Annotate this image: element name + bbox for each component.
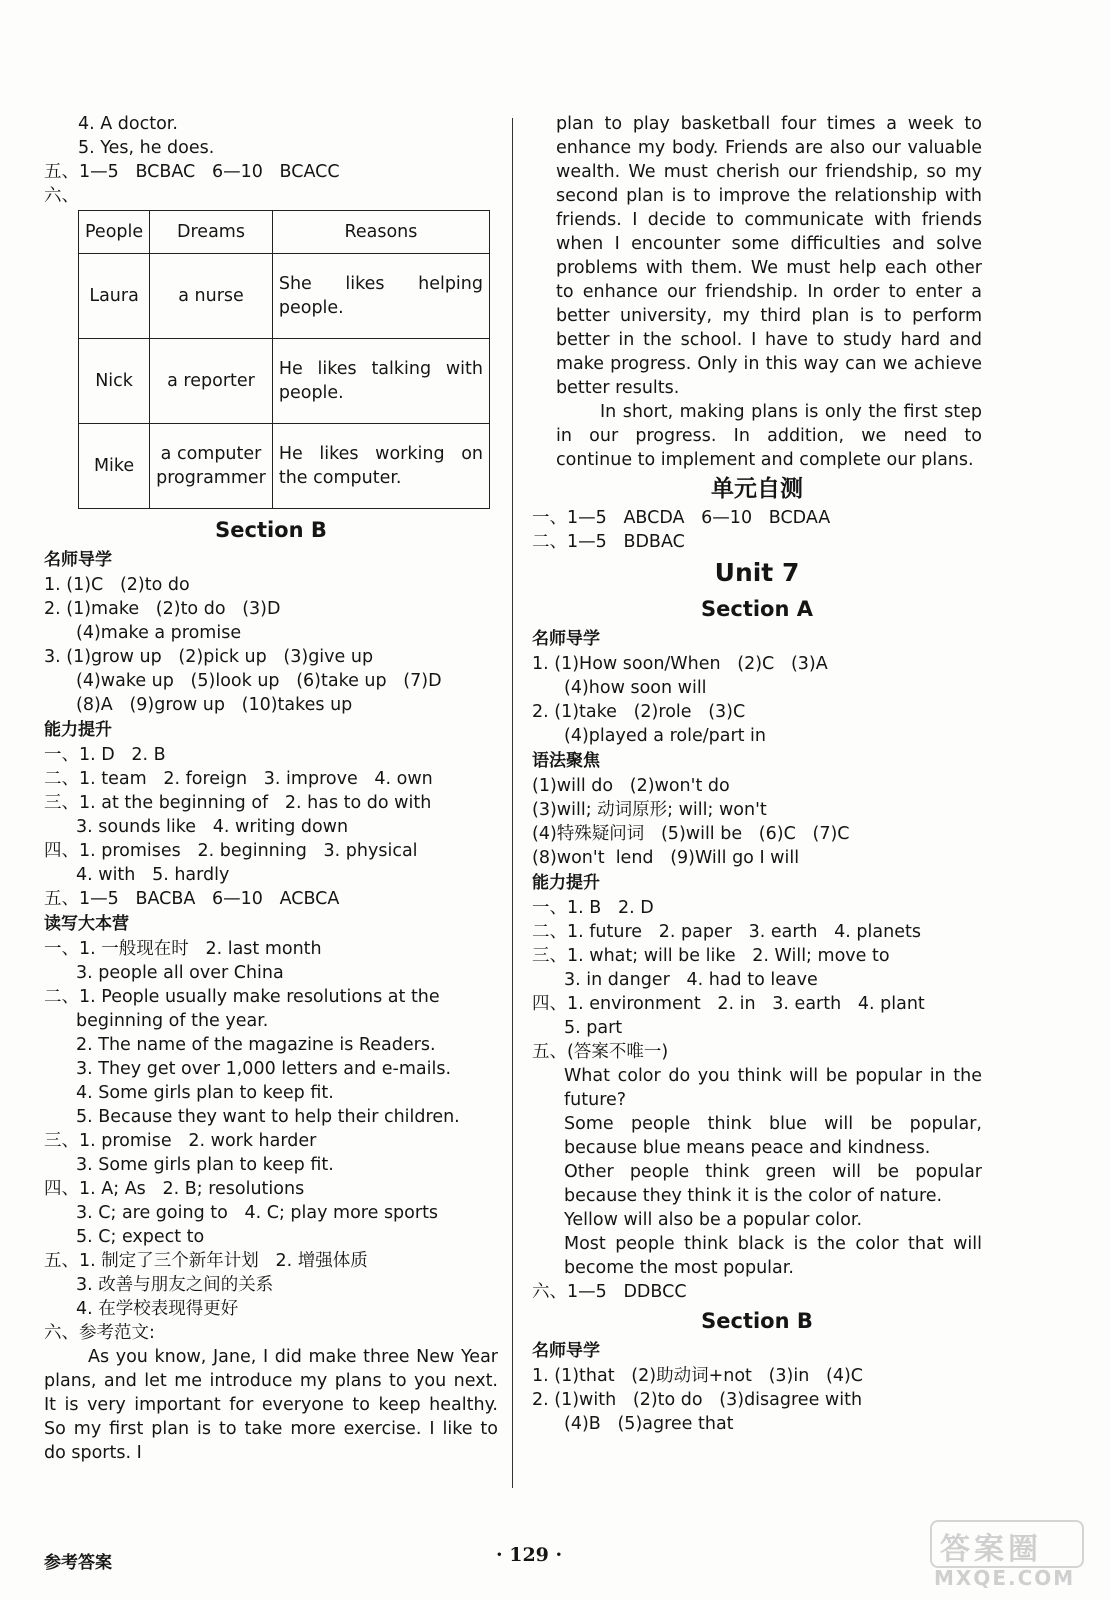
subsection-heading: 名师导学 <box>532 629 600 649</box>
answer-line: 一、1. B 2. D <box>532 898 654 918</box>
answer-line: 1. (1)C (2)to do <box>44 575 190 595</box>
table-row <box>79 424 490 509</box>
answer-line: 4. A doctor. <box>78 114 178 134</box>
table-cell: He likes working on the computer. <box>272 424 489 509</box>
answer-line: 四、1. promises 2. beginning 3. physical <box>44 841 418 861</box>
answer-line: 五、(答案不唯一) <box>532 1042 669 1062</box>
answer-line: 5. part <box>564 1018 623 1038</box>
essay-paragraph <box>44 1345 498 1465</box>
table-header-row <box>79 211 490 254</box>
answer-line: 3. sounds like 4. writing down <box>76 817 349 837</box>
essay-text: As you know, Jane, I did make three New Year plans, and let me introduce my plans to you next. It is very important for everyone to keep healthy. So my first plan is to take more exercise. I like to do sports. I <box>44 1347 498 1463</box>
answer-line: 2. (1)take (2)role (3)C <box>532 702 746 722</box>
answer-line: 二、1—5 BDBAC <box>532 532 685 552</box>
table-cell: Laura <box>79 254 150 339</box>
answer-line: 3. They get over 1,000 letters and e-mails. <box>76 1059 452 1079</box>
answer-line: 3. Some girls plan to keep fit. <box>76 1155 334 1175</box>
answer-line: (3)will; 动词原形; will; won't <box>532 800 767 820</box>
answer-line: 1. (1)that (2)助动词+not (3)in (4)C <box>532 1366 864 1386</box>
answer-line: 五、1—5 BACBA 6—10 ACBCA <box>44 889 340 909</box>
table-cell: a nurse <box>150 254 273 339</box>
answer-line: 5. Yes, he does. <box>78 138 215 158</box>
open-answer-4: Yellow will also be a popular color. <box>564 1210 863 1230</box>
answer-line: (8)won't lend (9)Will go I will <box>532 848 800 868</box>
section-b-heading: Section B <box>215 518 327 542</box>
answer-line: 3. (1)grow up (2)pick up (3)give up <box>44 647 374 667</box>
open-answer-5: Most people think black is the color that will become the most popular. <box>564 1234 982 1278</box>
answer-line: 二、1. People usually make resolutions at the <box>44 987 440 1007</box>
answer-line: 一、1. 一般现在时 2. last month <box>44 939 322 959</box>
dreams-table <box>78 210 490 509</box>
answer-line: (4)how soon will <box>564 678 707 698</box>
table-cell: He likes talking with people. <box>272 339 489 424</box>
subsection-heading: 能力提升 <box>44 720 112 740</box>
answer-line: 一、1—5 ABCDA 6—10 BCDAA <box>532 508 831 528</box>
answer-line: 5. C; expect to <box>76 1227 205 1247</box>
answer-line: 3. C; are going to 4. C; play more sports <box>76 1203 439 1223</box>
answer-line: 三、1. what; will be like 2. Will; move to <box>532 946 890 966</box>
open-answer-3: Other people think green will be popular because they think it is the color of nature. <box>564 1162 982 1206</box>
right-lines-d <box>532 1338 982 1436</box>
table-row <box>79 339 490 424</box>
answer-line: 六、1—5 DDBCC <box>532 1282 687 1302</box>
subsection-heading: 名师导学 <box>44 550 112 570</box>
open-answer-2: Some people think blue will be popular, because blue means peace and kindness. <box>564 1114 982 1158</box>
answer-line: 4. with 5. hardly <box>76 865 230 885</box>
watermark-bottom: MXQE.COM <box>934 1566 1076 1590</box>
answer-line: 4. 在学校表现得更好 <box>76 1299 239 1319</box>
unit-7-heading: Unit 7 <box>714 558 800 587</box>
answer-line: 四、1. A; As 2. B; resolutions <box>44 1179 305 1199</box>
answer-line: (4)特殊疑问词 (5)will be (6)C (7)C <box>532 824 850 844</box>
answer-line: 一、1. D 2. B <box>44 745 166 765</box>
answer-line: 5. Because they want to help their children. <box>76 1107 460 1127</box>
section-b2-heading: Section B <box>701 1309 813 1333</box>
table-cell: a computer programmer <box>150 424 273 509</box>
table-cell: Nick <box>79 339 150 424</box>
footer-label: 参考答案 <box>44 1553 112 1573</box>
left-lines-bottom <box>44 547 498 1345</box>
answer-line: 三、1. promise 2. work harder <box>44 1131 317 1151</box>
table-cell: She likes helping people. <box>272 254 489 339</box>
answer-line: 3. in danger 4. had to leave <box>564 970 818 990</box>
unit-test-heading: 单元自测 <box>711 476 803 502</box>
answer-line: 五、1—5 BCBAC 6—10 BCACC <box>44 162 340 182</box>
answer-line: 二、1. team 2. foreign 3. improve 4. own <box>44 769 433 789</box>
right-lines-c <box>532 1280 982 1304</box>
answer-line: 2. (1)make (2)to do (3)D <box>44 599 281 619</box>
table-header-dreams: Dreams <box>150 211 273 254</box>
watermark-top: 答案圈 <box>940 1532 1042 1567</box>
answer-line: (4)B (5)agree that <box>564 1414 734 1434</box>
right-lines-b <box>532 626 982 1064</box>
answer-line: 三、1. at the beginning of 2. has to do with <box>44 793 432 813</box>
essay-conclusion-text: In short, making plans is only the first step in our progress. In addition, we need to continue to implement and complete our plans. <box>556 402 982 470</box>
table-cell: a reporter <box>150 339 273 424</box>
right-column <box>532 112 982 1436</box>
subsection-heading: 名师导学 <box>532 1341 600 1361</box>
table-header-people: People <box>79 211 150 254</box>
subsection-heading: 读写大本营 <box>44 914 129 934</box>
section-a-heading: Section A <box>701 597 813 621</box>
subsection-heading: 能力提升 <box>532 873 600 893</box>
answer-line: 3. 改善与朋友之间的关系 <box>76 1275 274 1295</box>
answer-line: 四、1. environment 2. in 3. earth 4. plant <box>532 994 925 1014</box>
table-header-reasons: Reasons <box>272 211 489 254</box>
answer-line: 六、参考范文: <box>44 1323 155 1343</box>
answer-line: 1. (1)How soon/When (2)C (3)A <box>532 654 828 674</box>
answer-line: (8)A (9)grow up (10)takes up <box>76 695 353 715</box>
answer-line: (1)will do (2)won't do <box>532 776 730 796</box>
page-number: · 129 · <box>496 1544 563 1566</box>
table-cell: Mike <box>79 424 150 509</box>
answer-line: 六、 <box>44 186 79 206</box>
left-lines-top <box>44 112 498 208</box>
open-answer-1: What color do you think will be popular in the future? <box>564 1066 982 1110</box>
answer-line: 二、1. future 2. paper 3. earth 4. planets <box>532 922 921 942</box>
right-lines-a <box>532 506 982 554</box>
answer-line: 4. Some girls plan to keep fit. <box>76 1083 334 1103</box>
column-divider <box>512 118 513 1488</box>
answer-line: (4)make a promise <box>76 623 242 643</box>
watermark-logo <box>930 1520 1080 1590</box>
answer-line: 2. (1)with (2)to do (3)disagree with <box>532 1390 863 1410</box>
answer-line: 五、1. 制定了三个新年计划 2. 增强体质 <box>44 1251 368 1271</box>
answer-line: (4)played a role/part in <box>564 726 767 746</box>
essay-conclusion <box>532 400 982 472</box>
answer-line: beginning of the year. <box>76 1011 269 1031</box>
answer-line: (4)wake up (5)look up (6)take up (7)D <box>76 671 442 691</box>
subsection-heading: 语法聚焦 <box>532 751 600 771</box>
left-column <box>44 112 498 1465</box>
essay-continued: plan to play basketball four times a week to enhance my body. Friends are also our valuable wealth. We must cherish our friendship, so my second plan is to improve the relationship with friends. I decide to communicate with friends when I encounter some difficulties and solve problems with them. We must help each other to enhance our friendship. In order to enter a better university, my third plan is to perform better in the school. I have to study hard and make progress. Only in this way can we achieve better results. <box>556 114 982 398</box>
answer-line: 3. people all over China <box>76 963 284 983</box>
answer-line: 2. The name of the magazine is Readers. <box>76 1035 436 1055</box>
table-row <box>79 254 490 339</box>
